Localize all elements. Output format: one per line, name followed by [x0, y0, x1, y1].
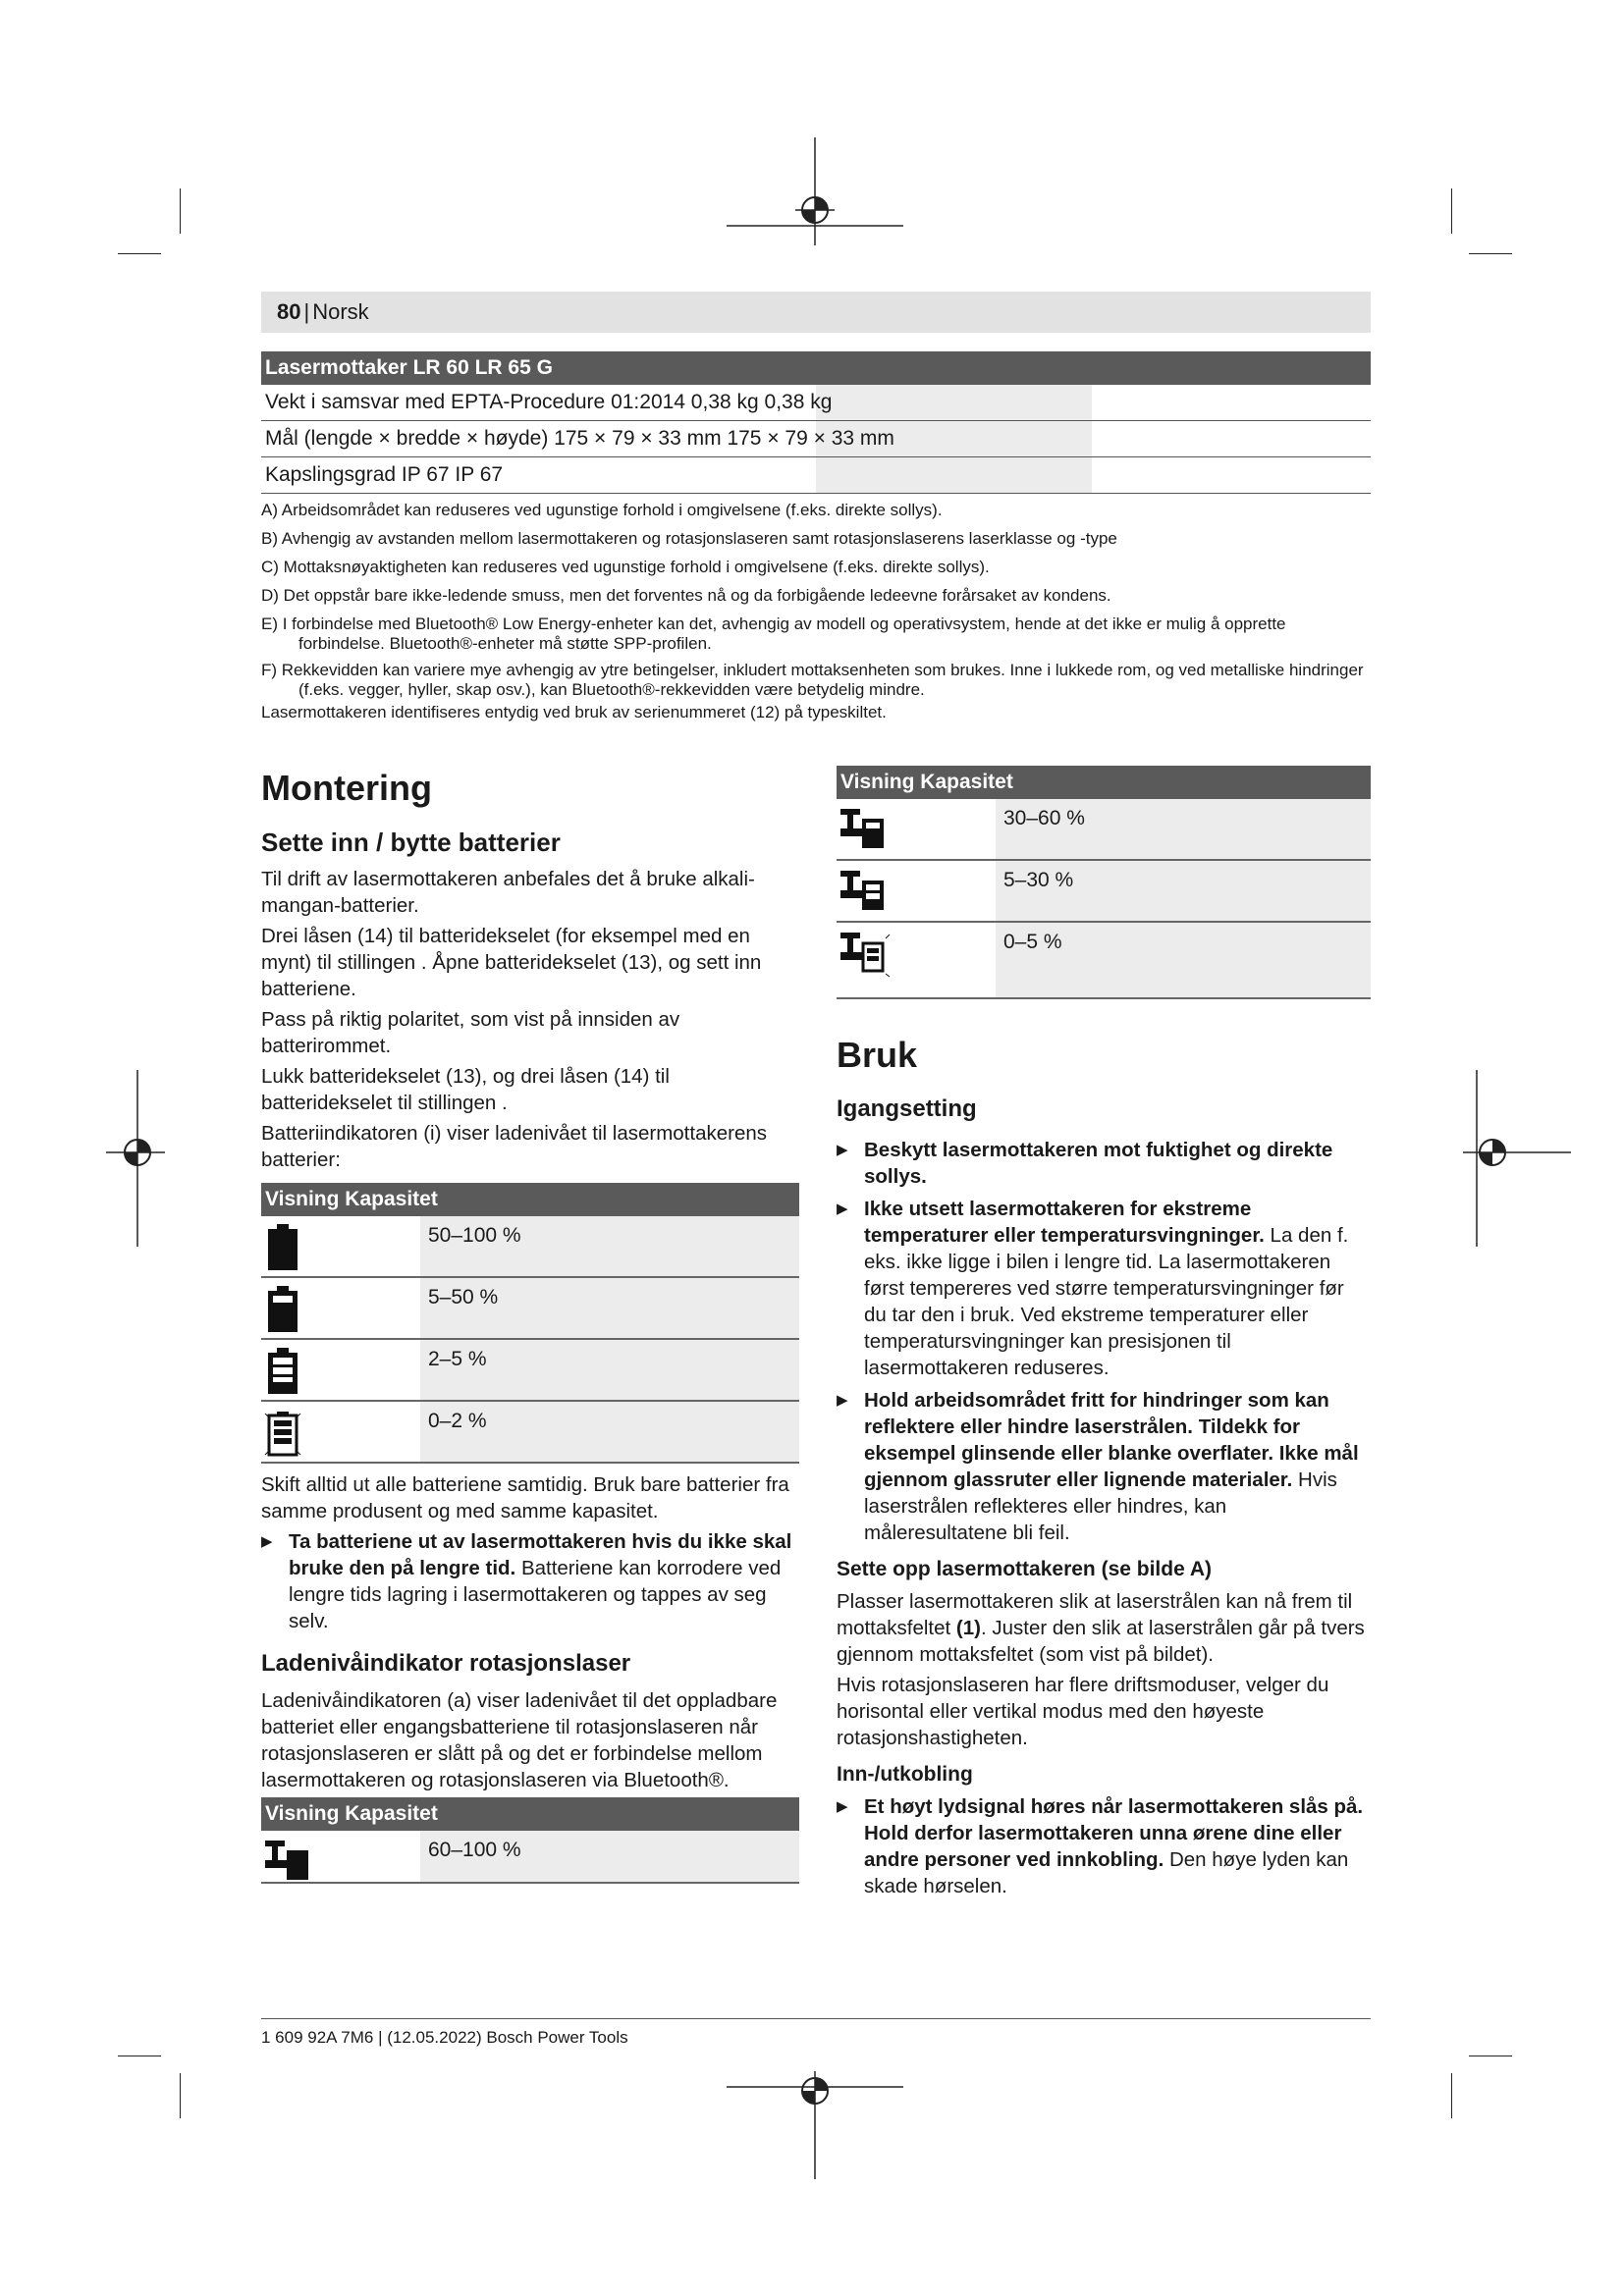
- battery-empty-icon: [263, 1408, 322, 1457]
- battery-high-icon: [263, 1284, 322, 1333]
- page-number: 80: [277, 299, 301, 324]
- paragraph: Pass på riktig polaritet, som vist på innsiden av batterirommet.: [261, 1008, 680, 1057]
- paragraph: Hvis rotasjonslaseren har flere driftsmoduser, velger du horisontal eller vertikal modus med den høyeste rotasjonshastigheten.: [837, 1674, 1329, 1749]
- paragraph: Skift alltid ut alle batteriene samtidig. Bruk bare batterier fra samme produsent og med samme kapasitet.: [261, 1473, 789, 1522]
- table-row: 50–100 %: [261, 1216, 799, 1278]
- warning-bullet: ▶ Hold arbeidsområdet fritt for hindringer som kan reflektere eller hindre laserstrålen. Tildekk for eksempel glinsende eller blanke overflater. Ikke mål gjennom glassruter eller lignende materialer. Hvis laserstrålen reflekteres eller hindres, kan måleresultatene bli feil.: [837, 1387, 1371, 1546]
- laser-battery-empty-icon: [839, 929, 897, 978]
- table-row: 0–5 %: [837, 923, 1371, 999]
- spec-table: [261, 351, 1371, 494]
- table-row: 5–30 %: [837, 861, 1371, 923]
- laser-battery-mid-icon: [839, 805, 897, 854]
- footnote: A) Arbeidsområdet kan reduseres ved ugunstige forhold i omgivelsene (f.eks. direkte sollys).: [261, 501, 943, 519]
- battery-full-icon: [263, 1222, 322, 1271]
- page-header: 80 | Norsk: [261, 292, 1371, 333]
- table-row: 30–60 %: [837, 799, 1371, 861]
- paragraph: Lukk batteridekselet (13), og drei låsen (14) til batteridekselet til stillingen .: [261, 1065, 670, 1114]
- battery-table: [261, 1183, 799, 1464]
- warning-bullet: ▶ Et høyt lydsignal høres når lasermottakeren slås på. Hold derfor lasermottakeren unna ørene dine eller andre personer ved innkobling. Den høye lyden kan skade hørselen.: [837, 1793, 1371, 1899]
- paragraph: Ladenivåindikatoren (a) viser ladenivået til det oppladbare batteriet eller engangsbatteriene til rotasjonslaseren når rotasjonslaseren er slått på og det er forbindelse mellom lasermottakeren og rotasjonslaseren via Bluetooth®.: [261, 1689, 778, 1791]
- footnotes: [261, 501, 1371, 731]
- footer-divider: [261, 2018, 1371, 2019]
- section-title-bruk: Bruk: [837, 1035, 918, 1075]
- table-header: Visning Kapasitet: [261, 1797, 799, 1831]
- right-column: [837, 766, 1371, 1905]
- table-header: Visning Kapasitet: [261, 1183, 799, 1216]
- laser-battery-table-cont: [837, 766, 1371, 999]
- spec-table-title: Lasermottaker LR 60 LR 65 G: [261, 351, 1371, 385]
- crop-mark: [1451, 2073, 1452, 2118]
- footnote: D) Det oppstår bare ikke-ledende smuss, men det forventes nå og da forbigående ledeevne forårsaket av kondens.: [261, 586, 1111, 605]
- left-column: [261, 768, 799, 1884]
- spec-row: Mål (lengde × bredde × høyde) 175 × 79 × 33 mm 175 × 79 × 33 mm: [261, 421, 1371, 457]
- table-row: 0–2 %: [261, 1402, 799, 1464]
- laser-battery-table: [261, 1797, 799, 1884]
- footnote: B) Avhengig av avstanden mellom lasermottakeren og rotasjonslaseren samt rotasjonslaserens laserklasse og -type: [261, 529, 1117, 548]
- paragraph: Batteriindikatoren (i) viser ladenivået til lasermottakerens batterier:: [261, 1122, 768, 1171]
- subsection-title: Igangsetting: [837, 1095, 977, 1122]
- registration-mark-right: [1463, 1070, 1571, 1247]
- laser-battery-low-icon: [839, 867, 897, 916]
- warning-bullet: ▶ Beskytt lasermottakeren mot fuktighet og direkte sollys.: [837, 1137, 1371, 1190]
- footnote: F) Rekkevidden kan variere mye avhengig av ytre betingelser, inkludert mottaksenheten som brukes. Inne i lukkede rom, og ved metalliske hindringer (f.eks. vegger, hyller, skap osv.), kan Bluetooth®-rekkevidden være betydelig mindre.: [261, 661, 1364, 699]
- spec-row: Kapslingsgrad IP 67 IP 67: [261, 457, 1371, 494]
- page-footer: 1 609 92A 7M6 | (12.05.2022) Bosch Power Tools: [261, 2028, 628, 2047]
- table-row: 60–100 %: [261, 1831, 799, 1884]
- crop-mark: [1451, 188, 1452, 234]
- section-title-montering: Montering: [261, 768, 432, 808]
- footnote: Lasermottakeren identifiseres entydig ved bruk av serienummeret (12) på typeskiltet.: [261, 703, 887, 721]
- subsection-title: Sette inn / bytte batterier: [261, 828, 561, 857]
- crop-mark: [180, 2073, 181, 2118]
- subsection-title: Sette opp lasermottakeren (se bilde A): [837, 1558, 1212, 1580]
- crop-mark: [180, 188, 181, 234]
- footnote: E) I forbindelse med Bluetooth® Low Energy-enheter kan det, avhengig av modell og operativsystem, hende at det ikke er mulig å opprette forbindelse. Bluetooth®-enheter må støtte SPP-profilen.: [261, 614, 1286, 653]
- table-row: 2–5 %: [261, 1340, 799, 1402]
- warning-bullet: ▶ Ta batteriene ut av lasermottakeren hvis du ikke skal bruke den på lengre tid. Batteriene kan korrodere ved lengre tids lagring i lasermottakeren og tappes av seg selv.: [261, 1528, 799, 1634]
- registration-mark-top: [727, 137, 903, 245]
- spec-row: Vekt i samsvar med EPTA-Procedure 01:2014 0,38 kg 0,38 kg: [261, 385, 1371, 421]
- registration-mark-left: [106, 1070, 165, 1247]
- subsection-title: Inn-/utkobling: [837, 1763, 973, 1786]
- registration-mark-bottom: [727, 2071, 903, 2179]
- table-row: 5–50 %: [261, 1278, 799, 1340]
- crop-mark: [1469, 253, 1512, 254]
- crop-mark: [118, 253, 161, 254]
- laser-battery-full-icon: [263, 1837, 322, 1886]
- subsection-title: Ladenivåindikator rotasjonslaser: [261, 1650, 631, 1677]
- page-language: Norsk: [312, 299, 369, 324]
- warning-bullet: ▶ Ikke utsett lasermottakeren for ekstreme temperaturer eller temperatursvingninger. La den f. eks. ikke ligge i bilen i lengre tid. La lasermottakeren først tempereres ved større temperatursvingninger før du tar den i bruk. Ved ekstreme temperaturer eller temperatursvingninger kan presisjonen til lasermottakeren reduseres.: [837, 1196, 1371, 1381]
- paragraph: Plasser lasermottakeren slik at laserstrålen kan nå frem til mottaksfeltet (1). Juster den slik at laserstrålen går på tvers gjennom mottaksfeltet (som vist på bildet).: [837, 1590, 1365, 1666]
- battery-low-icon: [263, 1346, 322, 1395]
- paragraph: Til drift av lasermottakeren anbefales det å bruke alkali-mangan-batterier.: [261, 868, 755, 917]
- table-header: Visning Kapasitet: [837, 766, 1371, 799]
- paragraph: Drei låsen (14) til batteridekselet (for eksempel med en mynt) til stillingen . Åpne batteridekselet (13), og sett inn batteriene.: [261, 925, 762, 1000]
- footnote: C) Mottaksnøyaktigheten kan reduseres ved ugunstige forhold i omgivelsene (f.eks. direkte sollys).: [261, 558, 990, 576]
